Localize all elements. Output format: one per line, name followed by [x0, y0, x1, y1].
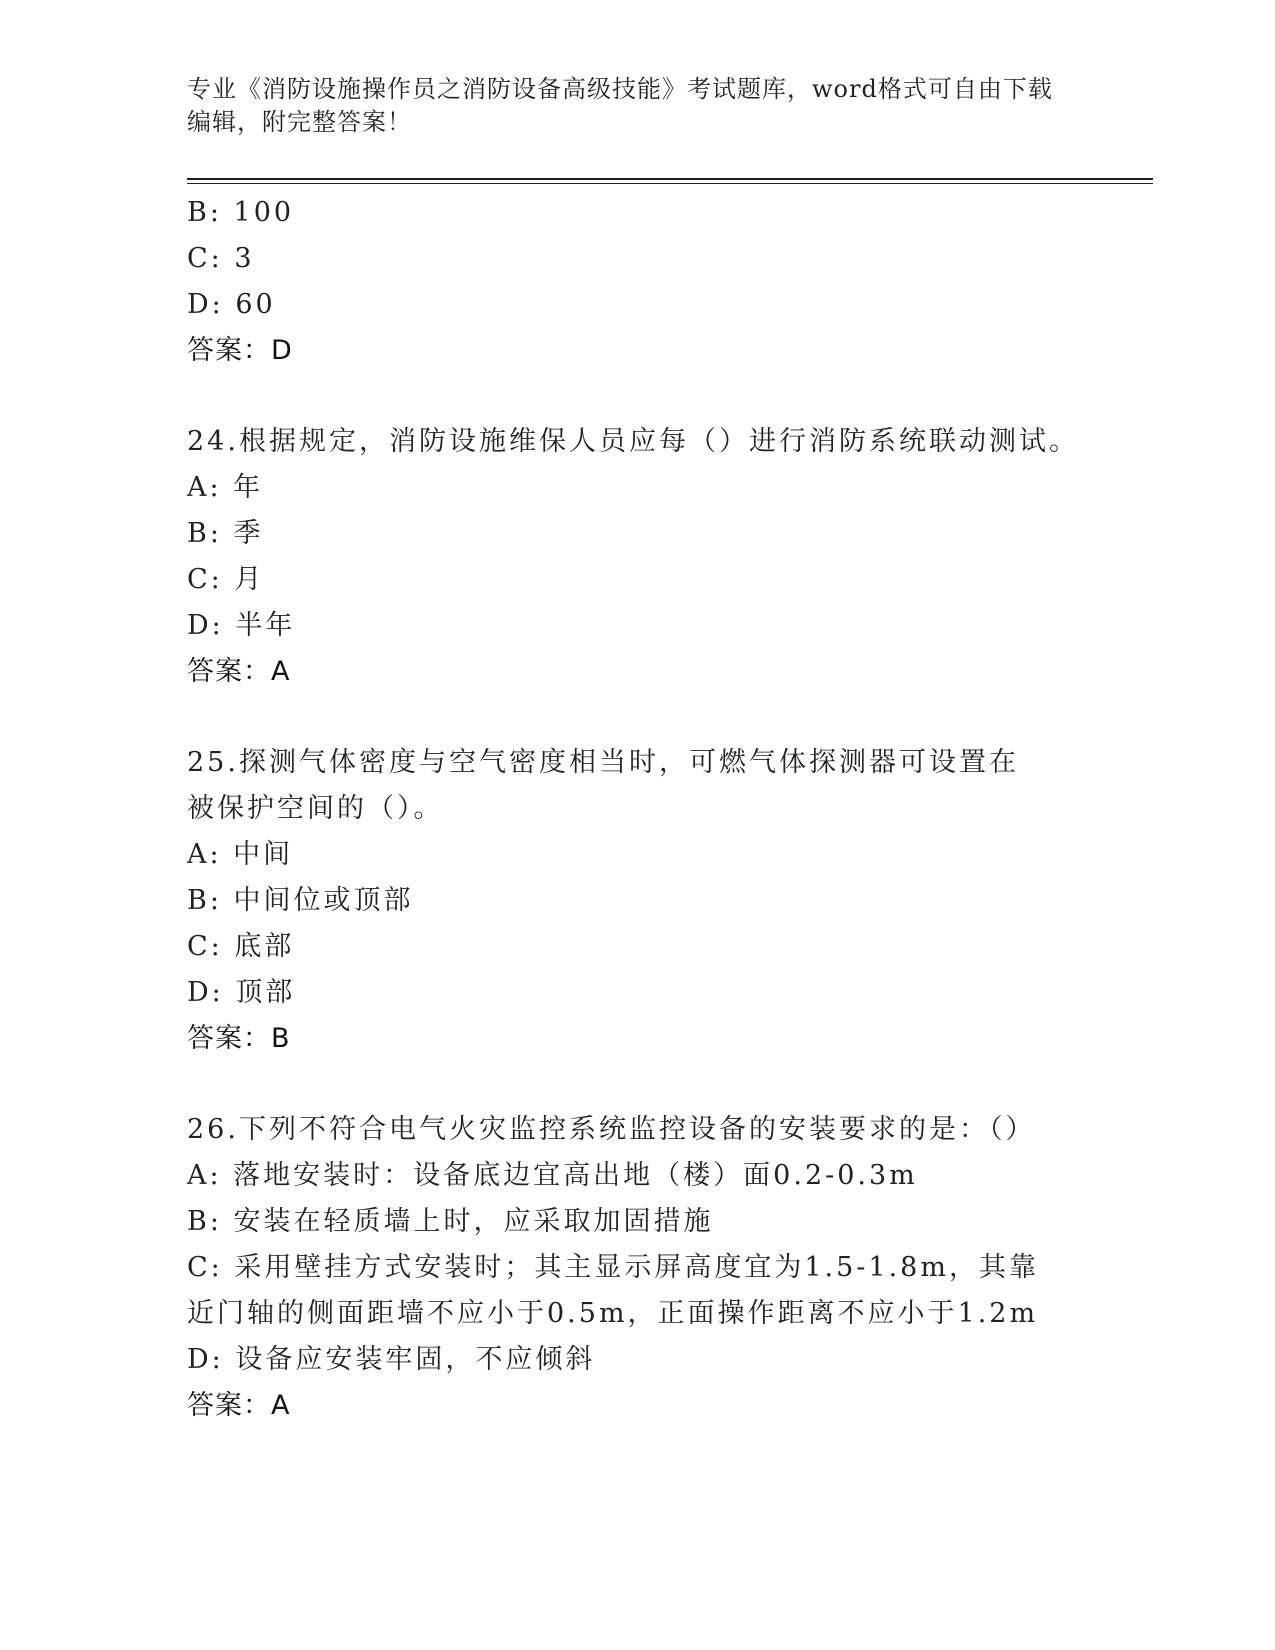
option-b: B: 中间位或顶部	[187, 885, 414, 916]
question-content	[187, 190, 1087, 1429]
option-d: D: 顶部	[187, 977, 296, 1008]
option-c: C: 月	[187, 564, 265, 595]
option-c: C: 底部	[187, 931, 295, 962]
page-header: 专业《消防设施操作员之消防设备高级技能》考试题库，word格式可自由下载编辑，附完整答案！	[187, 75, 1053, 136]
question-24	[187, 419, 1087, 695]
option-a: A: 落地安装时：设备底边宜高出地（楼）面0.2-0.3m	[187, 1160, 918, 1191]
answer-line: 答案：A	[187, 656, 291, 687]
answer-line: 答案：A	[187, 1390, 291, 1421]
question-stem: 24.根据规定，消防设施维保人员应每（）进行消防系统联动测试。	[187, 426, 1079, 457]
answer-line: 答案：B	[187, 1023, 291, 1054]
header-rule-thick	[187, 178, 1153, 180]
option-c: C: 3	[187, 243, 255, 274]
question-25	[187, 740, 1087, 1062]
question-stem: 26.下列不符合电气火灾监控系统监控设备的安装要求的是：（）	[187, 1114, 1036, 1145]
option-a: A: 中间	[187, 839, 294, 870]
option-d: D: 60	[187, 289, 276, 320]
question-stem: 25.探测气体密度与空气密度相当时，可燃气体探测器可设置在被保护空间的（）。	[187, 747, 1019, 824]
question-26	[187, 1107, 1087, 1429]
option-c: C: 采用壁挂方式安装时；其主显示屏高度宜为1.5-1.8m，其靠近门轴的侧面距墙不应小于0.5m，正面操作距离不应小于1.2m	[187, 1252, 1039, 1329]
option-b: B: 安装在轻质墙上时，应采取加固措施	[187, 1206, 714, 1237]
option-a: A: 年	[187, 472, 264, 503]
option-b: B: 100	[187, 197, 295, 228]
carryover-question	[187, 190, 1087, 374]
option-d: D: 设备应安装牢固，不应倾斜	[187, 1344, 596, 1375]
option-b: B: 季	[187, 518, 264, 549]
header-rule-thin	[187, 183, 1153, 184]
answer-line: 答案：D	[187, 335, 293, 366]
option-d: D: 半年	[187, 610, 296, 641]
